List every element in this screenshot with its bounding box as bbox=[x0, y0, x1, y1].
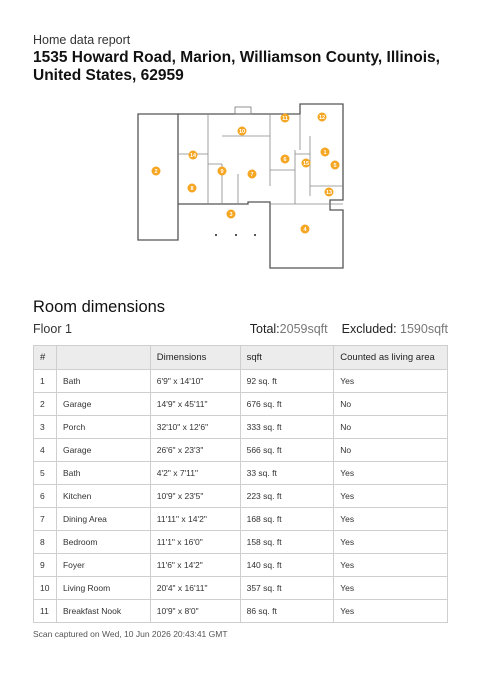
cell-living-area: No bbox=[334, 416, 448, 439]
floor-plan bbox=[130, 100, 355, 272]
scan-timestamp: Scan captured on Wed, 10 Jun 2026 20:43:41 GMT bbox=[33, 629, 228, 639]
cell-sqft: 168 sq. ft bbox=[240, 508, 334, 531]
total-value: 2059sqft bbox=[279, 322, 328, 336]
report-label: Home data report bbox=[33, 33, 131, 47]
cell-number: 11 bbox=[34, 600, 57, 623]
cell-living-area: Yes bbox=[334, 485, 448, 508]
cell-dimensions: 32'10" x 12'6" bbox=[150, 416, 240, 439]
cell-room-name: Dining Area bbox=[56, 508, 150, 531]
cell-sqft: 158 sq. ft bbox=[240, 531, 334, 554]
table-row bbox=[34, 531, 448, 554]
cell-living-area: Yes bbox=[334, 462, 448, 485]
cell-room-name: Garage bbox=[56, 439, 150, 462]
cell-number: 6 bbox=[34, 485, 57, 508]
marker-15: 15 bbox=[302, 161, 310, 167]
cell-dimensions: 11'1" x 16'0" bbox=[150, 531, 240, 554]
cell-room-name: Bath bbox=[56, 462, 150, 485]
cell-number: 8 bbox=[34, 531, 57, 554]
cell-sqft: 223 sq. ft bbox=[240, 485, 334, 508]
floor-label: Floor 1 bbox=[33, 322, 72, 336]
cell-living-area: No bbox=[334, 439, 448, 462]
cell-sqft: 92 sq. ft bbox=[240, 370, 334, 393]
table-row bbox=[34, 554, 448, 577]
cell-dimensions: 10'9" x 8'0" bbox=[150, 600, 240, 623]
col-header-dimensions: Dimensions bbox=[150, 346, 240, 370]
cell-living-area: Yes bbox=[334, 370, 448, 393]
cell-living-area: No bbox=[334, 393, 448, 416]
table-row bbox=[34, 439, 448, 462]
table-row bbox=[34, 600, 448, 623]
cell-room-name: Living Room bbox=[56, 577, 150, 600]
cell-dimensions: 4'2" x 7'11" bbox=[150, 462, 240, 485]
cell-room-name: Bedroom bbox=[56, 531, 150, 554]
cell-living-area: Yes bbox=[334, 577, 448, 600]
marker-1: 1 bbox=[323, 150, 327, 156]
section-title: Room dimensions bbox=[33, 298, 166, 316]
table-row bbox=[34, 485, 448, 508]
marker-12: 12 bbox=[318, 115, 326, 121]
cell-dimensions: 10'9" x 23'5" bbox=[150, 485, 240, 508]
marker-7: 7 bbox=[250, 172, 254, 178]
total-label: Total: bbox=[249, 322, 280, 336]
marker-4: 4 bbox=[303, 227, 307, 233]
marker-5: 5 bbox=[333, 163, 337, 169]
marker-11: 11 bbox=[282, 116, 288, 122]
cell-sqft: 33 sq. ft bbox=[240, 462, 334, 485]
cell-sqft: 676 sq. ft bbox=[240, 393, 334, 416]
cell-sqft: 86 sq. ft bbox=[240, 600, 334, 623]
cell-living-area: Yes bbox=[334, 531, 448, 554]
cell-living-area: Yes bbox=[334, 508, 448, 531]
table-row bbox=[34, 508, 448, 531]
cell-room-name: Breakfast Nook bbox=[56, 600, 150, 623]
cell-dimensions: 14'9" x 45'11" bbox=[150, 393, 240, 416]
marker-9: 9 bbox=[220, 169, 224, 175]
marker-2: 2 bbox=[154, 169, 158, 175]
table-row bbox=[34, 577, 448, 600]
col-header-sqft: sqft bbox=[240, 346, 334, 370]
cell-room-name: Foyer bbox=[56, 554, 150, 577]
table-row bbox=[34, 416, 448, 439]
cell-number: 7 bbox=[34, 508, 57, 531]
cell-dimensions: 20'4" x 16'11" bbox=[150, 577, 240, 600]
floor-stats bbox=[250, 322, 448, 336]
cell-sqft: 333 sq. ft bbox=[240, 416, 334, 439]
cell-number: 5 bbox=[34, 462, 57, 485]
excluded-value: 1590sqft bbox=[400, 322, 448, 336]
cell-sqft: 140 sq. ft bbox=[240, 554, 334, 577]
col-header-living-area: Counted as living area bbox=[334, 346, 448, 370]
cell-room-name: Kitchen bbox=[56, 485, 150, 508]
cell-dimensions: 11'11" x 14'2" bbox=[150, 508, 240, 531]
marker-14: 14 bbox=[189, 153, 197, 159]
cell-living-area: Yes bbox=[334, 554, 448, 577]
marker-6: 6 bbox=[283, 157, 287, 163]
table-row bbox=[34, 370, 448, 393]
cell-dimensions: 26'6" x 23'3" bbox=[150, 439, 240, 462]
cell-dimensions: 6'9" x 14'10" bbox=[150, 370, 240, 393]
cell-number: 1 bbox=[34, 370, 57, 393]
room-dimensions-table bbox=[33, 345, 448, 623]
cell-number: 3 bbox=[34, 416, 57, 439]
cell-number: 2 bbox=[34, 393, 57, 416]
excluded-label: Excluded: bbox=[341, 322, 397, 336]
cell-room-name: Porch bbox=[56, 416, 150, 439]
marker-8: 8 bbox=[190, 186, 194, 192]
property-address: 1535 Howard Road, Marion, Williamson County, Illinois, United States, 62959 bbox=[33, 49, 440, 84]
marker-13: 13 bbox=[325, 190, 333, 196]
table-row bbox=[34, 462, 448, 485]
cell-room-name: Garage bbox=[56, 393, 150, 416]
cell-sqft: 357 sq. ft bbox=[240, 577, 334, 600]
col-header-room bbox=[56, 346, 150, 370]
table-row bbox=[34, 393, 448, 416]
cell-living-area: Yes bbox=[334, 600, 448, 623]
cell-number: 4 bbox=[34, 439, 57, 462]
marker-3: 3 bbox=[229, 212, 233, 218]
cell-sqft: 566 sq. ft bbox=[240, 439, 334, 462]
marker-10: 10 bbox=[238, 129, 246, 135]
cell-dimensions: 11'6" x 14'2" bbox=[150, 554, 240, 577]
cell-number: 10 bbox=[34, 577, 57, 600]
cell-number: 9 bbox=[34, 554, 57, 577]
col-header-number: # bbox=[34, 346, 57, 370]
cell-room-name: Bath bbox=[56, 370, 150, 393]
table-header-row bbox=[34, 346, 448, 370]
floor-summary bbox=[33, 322, 448, 336]
